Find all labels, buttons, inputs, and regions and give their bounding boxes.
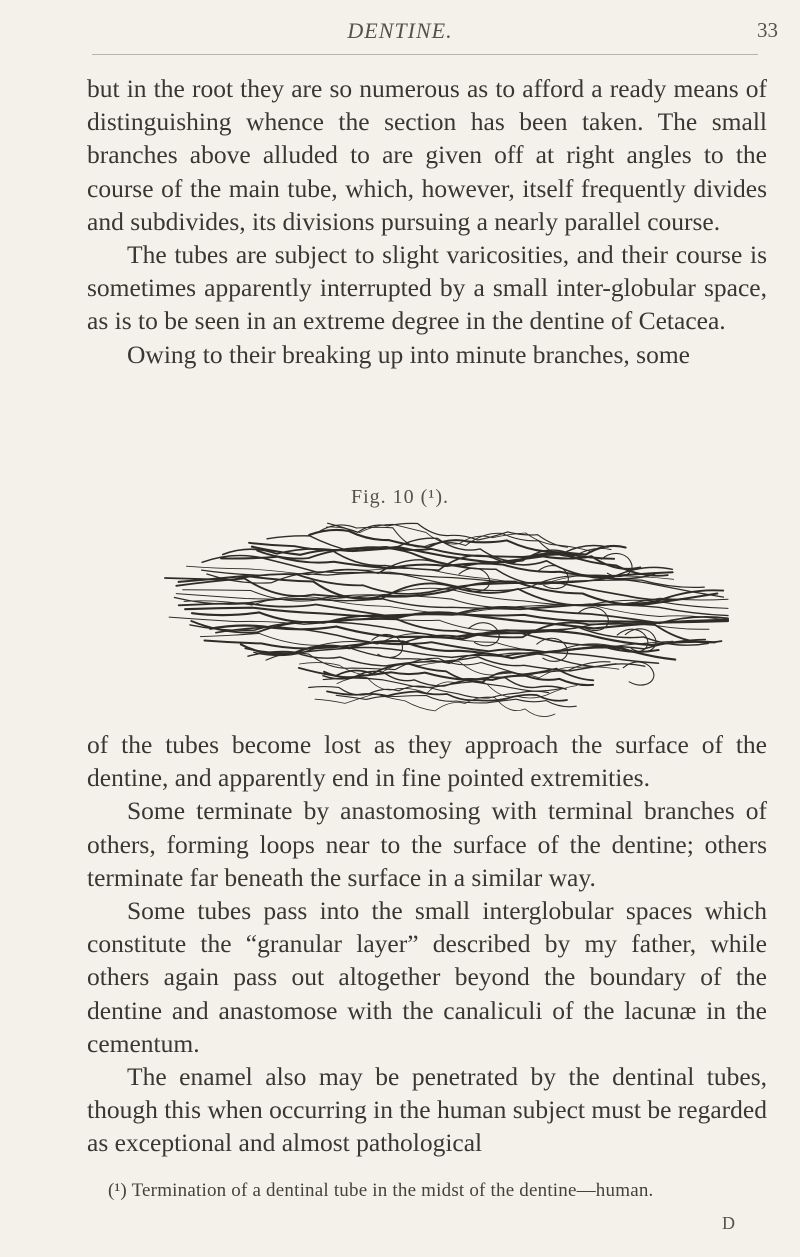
paragraph: of the tubes become lost as they approach the surface of the dentine, and apparently end in fine pointed extremities.	[87, 730, 767, 793]
footnote-marker: (¹)	[108, 1180, 127, 1201]
header-rule	[92, 54, 758, 55]
running-head	[0, 18, 800, 58]
paragraph: Owing to their breaking up into minute branches, some	[127, 339, 691, 369]
paragraph: The enamel also may be penetrated by the dentinal tubes, though this when occurring in the human subject must be regarded as exceptional and almost pathological	[87, 1062, 767, 1158]
footnote	[108, 1180, 768, 1202]
paragraph: Some tubes pass into the small interglobular spaces which constitute the “granular layer” described by my father, while others again pass out altogether beyond the boundary of the dentine and anastomose with the canaliculi of the lacunæ in the cementum.	[87, 896, 767, 1058]
body-text-top	[87, 72, 767, 371]
branch-loop	[372, 634, 403, 657]
page-number: 33	[757, 18, 778, 42]
tube-stroke	[323, 678, 563, 691]
footnote-text: Termination of a dentinal tube in the midst of the dentine—human.	[131, 1180, 654, 1201]
paragraph: but in the root they are so numerous as to afford a ready means of distinguishing whence the section has been taken. The small branches above alluded to are given off at right angles to the course of the main tube, which, however, itself frequently divides and subdivides, its divisions pursuing a nearly parallel course.	[87, 74, 767, 236]
running-title: DENTINE.	[347, 18, 453, 43]
printer-signature: D	[722, 1213, 735, 1233]
paragraph: The tubes are subject to slight varicosities, and their course is sometimes apparently interrupted by a small inter-globular space, as is to be seen in an extreme degree in the dentine of Cetacea.	[87, 240, 767, 336]
body-text-bottom	[87, 728, 767, 1160]
dentinal-tubes-illustration	[158, 520, 730, 720]
tube-stroke	[248, 652, 616, 671]
figure-caption: Fig. 10 (¹).	[351, 486, 449, 508]
paragraph: Some terminate by anastomosing with terminal branches of others, forming loops near to the surface of the dentine; others terminate far beneath the surface in a similar way.	[87, 796, 767, 892]
